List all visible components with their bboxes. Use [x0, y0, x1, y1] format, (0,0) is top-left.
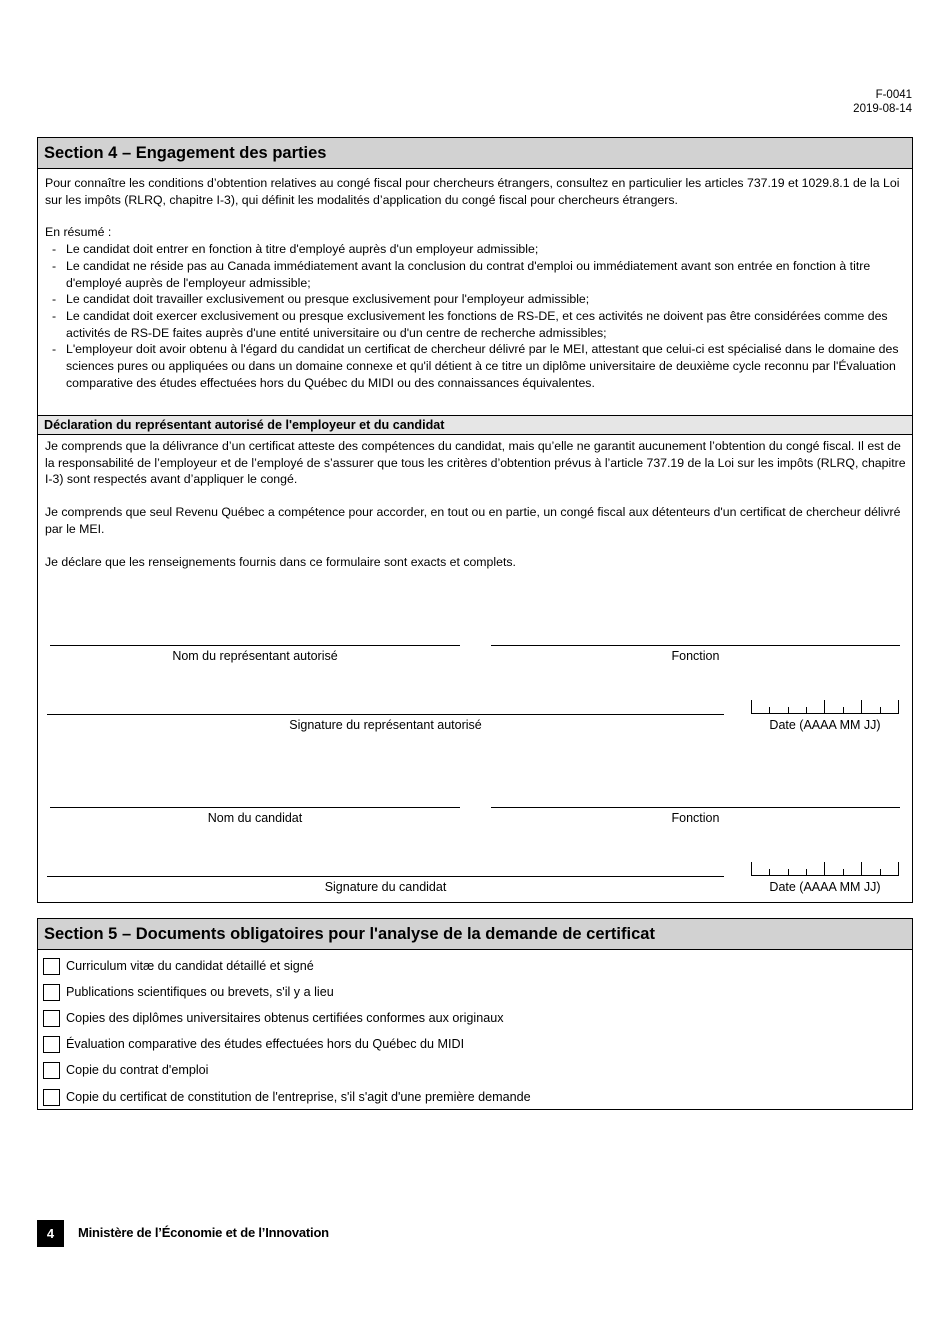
- checklist-item: [43, 1005, 912, 1031]
- checklist-item: [43, 979, 912, 1005]
- condition-item: - Le candidat ne réside pas au Canada immédiatement avant la conclusion du contrat d'emploi ou immédiatement avant son entrée en fonction à titre d'employé auprès de l'employeur admissible;: [50, 258, 905, 291]
- section-4: [37, 137, 913, 903]
- section-5-title: Section 5 – Documents obligatoires pour l'analyse de la demande de certificat: [38, 919, 912, 950]
- checklist-item: [43, 1032, 912, 1058]
- declaration-paragraph: Je comprends que seul Revenu Québec a compétence pour accorder, en tout ou en partie, un congé fiscal aux détenteurs d'un certificat de chercheur délivré par le MEI.: [45, 505, 901, 536]
- rep-signature-label: Signature du représentant autorisé: [289, 718, 482, 732]
- checkbox-label: Évaluation comparative des études effectuées hors du Québec du MIDI: [66, 1037, 465, 1052]
- checklist-item: [43, 1084, 912, 1110]
- checklist-item: [43, 1058, 912, 1084]
- condition-item: - L'employeur doit avoir obtenu à l'égard du candidat un certificat de chercheur délivré par le MEI, attestant que celui-ci est spécialisé dans le domaine des sciences pures ou appliquées ou dans un domaine connexe et qu'il détient à ce titre un diplôme universitaire de deuxième cycle reconnu par l'Évaluation comparative des études effectuées hors du Québec du MIDI ou des connaissances équivalentes.: [50, 341, 905, 391]
- rep-function-field[interactable]: [491, 645, 900, 646]
- conditions-list: [45, 241, 905, 391]
- checkbox-label: Copie du certificat de constitution de l'entreprise, s'il s'agit d'une première demande: [66, 1089, 531, 1104]
- condition-item: - Le candidat doit entrer en fonction à titre d'employé auprès d'un employeur admissible;: [50, 241, 905, 258]
- document-checkbox[interactable]: [43, 984, 60, 1001]
- candidate-date-label: Date (AAAA MM JJ): [769, 880, 881, 894]
- rep-name-field[interactable]: [50, 645, 460, 646]
- section-4-title: Section 4 – Engagement des parties: [38, 138, 912, 169]
- candidate-function-label: Fonction: [671, 811, 720, 825]
- rep-name-label: Nom du représentant autorisé: [172, 649, 338, 663]
- page-number: 4: [37, 1220, 64, 1247]
- section-5: [37, 918, 913, 1110]
- summary-label: En résumé :: [45, 225, 112, 240]
- document-checkbox[interactable]: [43, 1036, 60, 1053]
- form-identifier: [853, 89, 912, 116]
- declaration-paragraph: Je comprends que la délivrance d’un certificat atteste des compétences du candidat, mais qu’elle ne garantit aucunement l’obtention du congé fiscal. Il est de la responsabilité de l’employeur et de l’employé de s’assurer que tous les critères d’obtention prévus à l’article 737.19 de la Loi sur les impôts (RLRQ, chapitre I-3) sont respectés avant d’appliquer le congé.: [45, 439, 906, 487]
- ministry-name: Ministère de l’Économie et de l’Innovation: [78, 1225, 329, 1241]
- section-4-intro: [38, 169, 912, 391]
- condition-item: - Le candidat doit exercer exclusivement ou presque exclusivement les fonctions de RS-DE, et ces activités ne doivent pas être considérées comme des activités de RS-DE faites auprès d'une entité universitaire ou d'un centre de recherche admissibles;: [50, 308, 905, 341]
- declaration-title: Déclaration du représentant autorisé de l'employeur et du candidat: [38, 415, 912, 435]
- rep-date-label: Date (AAAA MM JJ): [769, 718, 881, 732]
- candidate-name-label: Nom du candidat: [207, 811, 303, 825]
- documents-checklist: [38, 950, 912, 1110]
- candidate-function-field[interactable]: [491, 807, 900, 808]
- declaration-text: [45, 438, 907, 586]
- checkbox-label: Curriculum vitæ du candidat détaillé et signé: [66, 958, 314, 973]
- document-checkbox[interactable]: [43, 1062, 60, 1079]
- condition-item: - Le candidat doit travailler exclusivement ou presque exclusivement pour l'employeur admissible;: [50, 291, 905, 308]
- rep-function-label: Fonction: [671, 649, 720, 663]
- candidate-signature-field[interactable]: [47, 876, 724, 877]
- document-checkbox[interactable]: [43, 1089, 60, 1106]
- page-footer: [37, 1220, 329, 1247]
- form-date: 2019-08-14: [853, 102, 912, 115]
- checkbox-label: Copies des diplômes universitaires obtenus certifiées conformes aux originaux: [66, 1011, 504, 1026]
- candidate-date-field[interactable]: [751, 863, 899, 876]
- intro-paragraph: Pour connaître les conditions d’obtention relatives au congé fiscal pour chercheurs étrangers, consultez en particulier les articles 737.19 et 1029.8.1 de la Loi sur les impôts (RLRQ, chapitre I-3), qui définit les modalités d’application du congé fiscal pour chercheurs étrangers.: [45, 176, 900, 207]
- declaration-paragraph: Je déclare que les renseignements fournis dans ce formulaire sont exacts et complets.: [45, 554, 516, 569]
- checkbox-label: Publications scientifiques ou brevets, s'il y a lieu: [66, 984, 334, 999]
- document-checkbox[interactable]: [43, 958, 60, 975]
- form-number: F-0041: [875, 89, 912, 101]
- checkbox-label: Copie du contrat d'emploi: [66, 1063, 209, 1078]
- document-checkbox[interactable]: [43, 1010, 60, 1027]
- candidate-signature-label: Signature du candidat: [324, 880, 447, 894]
- candidate-name-field[interactable]: [50, 807, 460, 808]
- checklist-item: [43, 953, 912, 979]
- rep-signature-field[interactable]: [47, 714, 724, 715]
- rep-date-field[interactable]: [751, 701, 899, 714]
